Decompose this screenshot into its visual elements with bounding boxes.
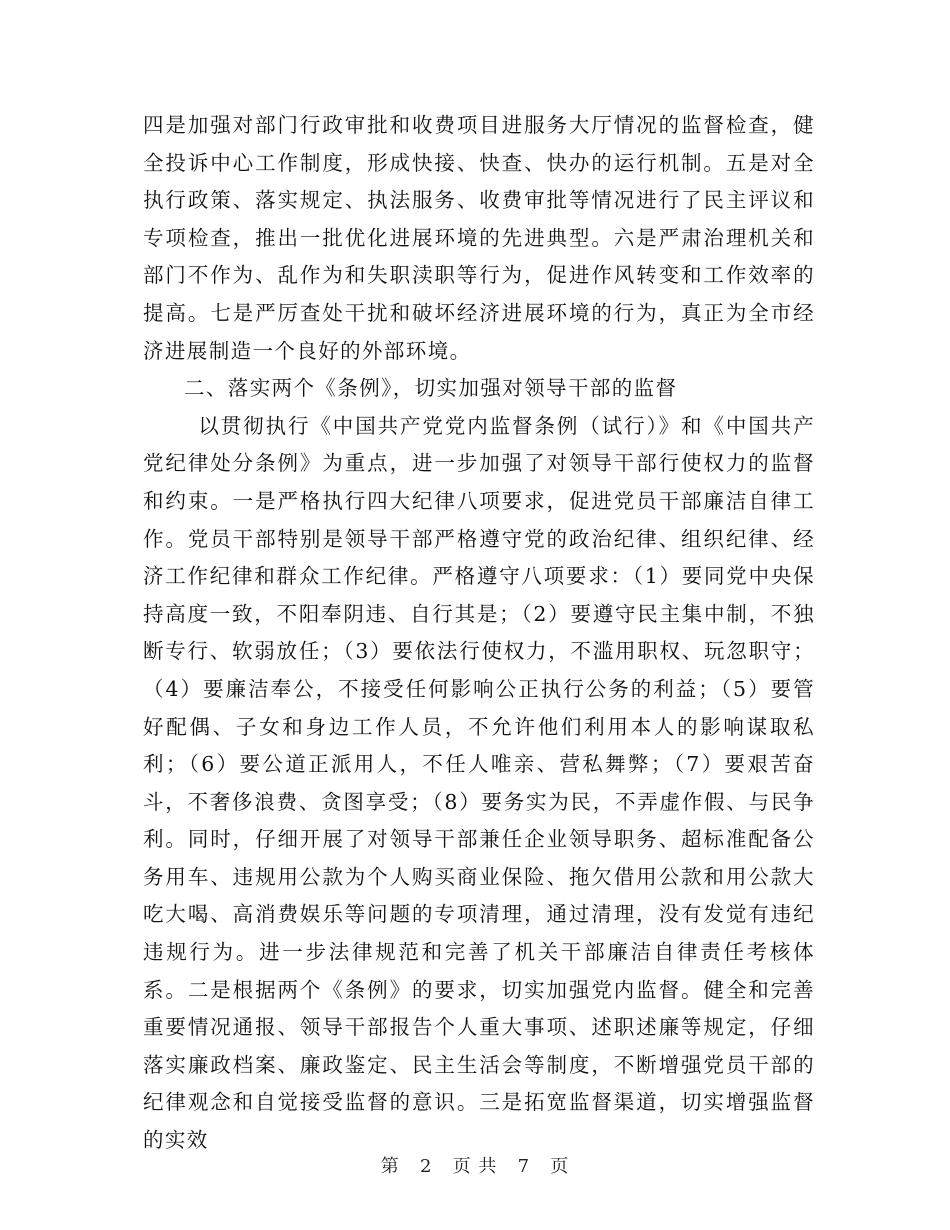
footer-current-page: 2 [419, 1156, 433, 1177]
footer-suffix: 页 [550, 1156, 570, 1177]
footer-total-pages: 7 [517, 1156, 531, 1177]
paragraph-body: 以贯彻执行《中国共产党党内监督条例（试行）》和《中国共产党纪律处分条例》为重点，进一步加强了对领导干部行使权力的监督和约束。一是严格执行四大纪律八项要求，促进党员干部廉洁自律工作。党员干部特别是领导干部严格遵守党的政治纪律、组织纪律、经济工作纪律和群众工作纪律。严格遵守八项要求：（1）要同党中央保持高度一致，不阳奉阴违、自行其是；（2）要遵守民主集中制，不独断专行、软弱放任；（3）要依法行使权力，不滥用职权、玩忽职守；（4）要廉洁奉公，不接受任何影响公正执行公务的利益；（5）要管好配偶、子女和身边工作人员，不允许他们利用本人的影响谋取私利；（6）要公道正派用人，不任人唯亲、营私舞弊；（7）要艰苦奋斗，不奢侈浪费、贪图享受；（8）要务实为民，不弄虚作假、与民争利。同时，仔细开展了对领导干部兼任企业领导职务、超标准配备公务用车、违规用公款为个人购买商业保险、拖欠借用公款和用公款大吃大喝、高消费娱乐等问题的专项清理，通过清理，没有发觉有违纪违规行为。进一步法律规范和完善了机关干部廉洁自律责任考核体系。二是根据两个《条例》的要求，切实加强党内监督。健全和完善重要情况通报、领导干部报告个人重大事项、述职述廉等规定，仔细落实廉政档案、廉政鉴定、民主生活会等制度，不断增强党员干部的纪律观念和自觉接受监督的意识。三是拓宽监督渠道，切实增强监督的实效 [143, 413, 815, 1153]
footer-middle: 页 共 [452, 1156, 498, 1177]
document-body [143, 107, 815, 1160]
footer-prefix: 第 [380, 1156, 400, 1177]
page-footer [0, 1152, 950, 1178]
section-heading: 二、落实两个《条例》，切实加强对领导干部的监督 [184, 376, 678, 401]
paragraph-continuation: 四是加强对部门行政审批和收费项目进服务大厅情况的监督检查，健全投诉中心工作制度，形成快接、快查、快办的运行机制。五是对全执行政策、落实规定、执法服务、收费审批等情况进行了民主评议和专项检查，推出一批优化进展环境的先进典型。六是严肃治理机关和部门不作为、乱作为和失职渎职等行为，促进作风转变和工作效率的提高。七是严厉查处干扰和破坏经济进展环境的行为，真正为全市经济进展制造一个良好的外部环境。 [143, 113, 815, 363]
